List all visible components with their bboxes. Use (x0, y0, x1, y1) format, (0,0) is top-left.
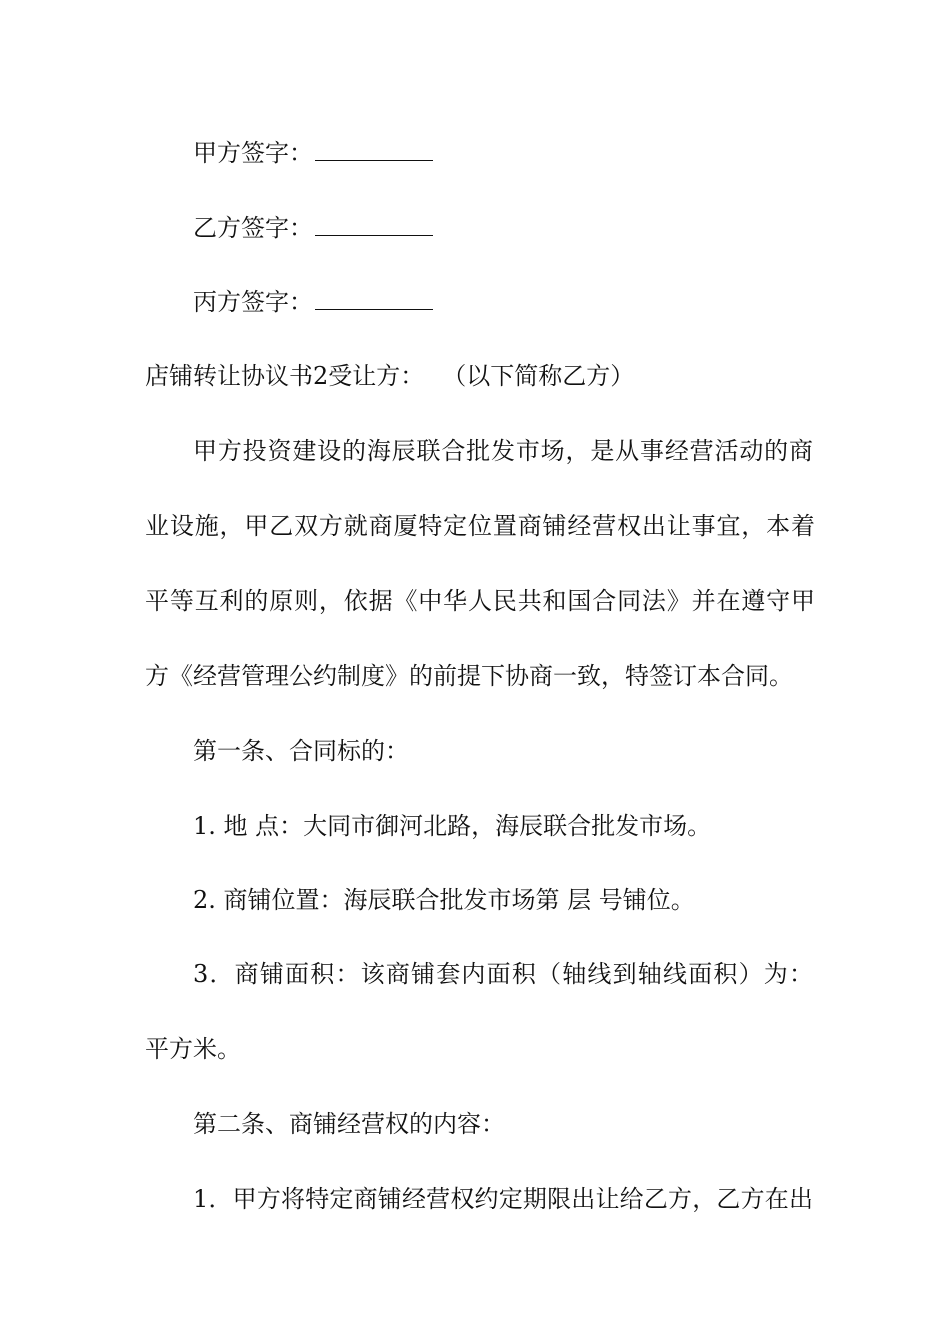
intro-paragraph-line: 业设施，甲乙双方就商厦特定位置商铺经营权出让事宜，本着 (145, 512, 815, 540)
agreement-title-text: 店铺转让协议书2受让方： (145, 362, 425, 390)
article1-item-position: 2. 商铺位置：海辰联合批发市场第 层 号铺位。 (193, 886, 695, 914)
signature-blank (315, 138, 433, 161)
signature-line-party-b (193, 212, 813, 244)
article1-heading: 第一条、合同标的： (193, 737, 409, 765)
article2-heading: 第二条、商铺经营权的内容： (193, 1110, 505, 1138)
signature-label: 甲方签字： (193, 139, 313, 167)
article1-item-location: 1. 地 点：大同市御河北路，海辰联合批发市场。 (193, 812, 712, 840)
article2-item-1: 1．甲方将特定商铺经营权约定期限出让给乙方，乙方在出 (193, 1185, 813, 1213)
signature-label: 乙方签字： (193, 214, 313, 242)
intro-paragraph-line: 平等互利的原则，依据《中华人民共和国合同法》并在遵守甲 (145, 587, 815, 615)
intro-paragraph-line: 甲方投资建设的海辰联合批发市场，是从事经营活动的商 (193, 437, 813, 465)
signature-line-party-c (193, 286, 813, 318)
signature-blank (315, 287, 433, 310)
signature-blank (315, 213, 433, 236)
article1-item-area-continued: 平方米。 (145, 1035, 241, 1063)
signature-label: 丙方签字： (193, 288, 313, 316)
agreement-title-note: （以下简称乙方） (442, 362, 635, 390)
agreement-title (145, 360, 815, 392)
signature-line-party-a (193, 137, 813, 169)
intro-paragraph-line: 方《经营管理公约制度》的前提下协商一致，特签订本合同。 (145, 662, 793, 690)
article1-item-area: 3．商铺面积：该商铺套内面积（轴线到轴线面积）为： (193, 960, 813, 988)
